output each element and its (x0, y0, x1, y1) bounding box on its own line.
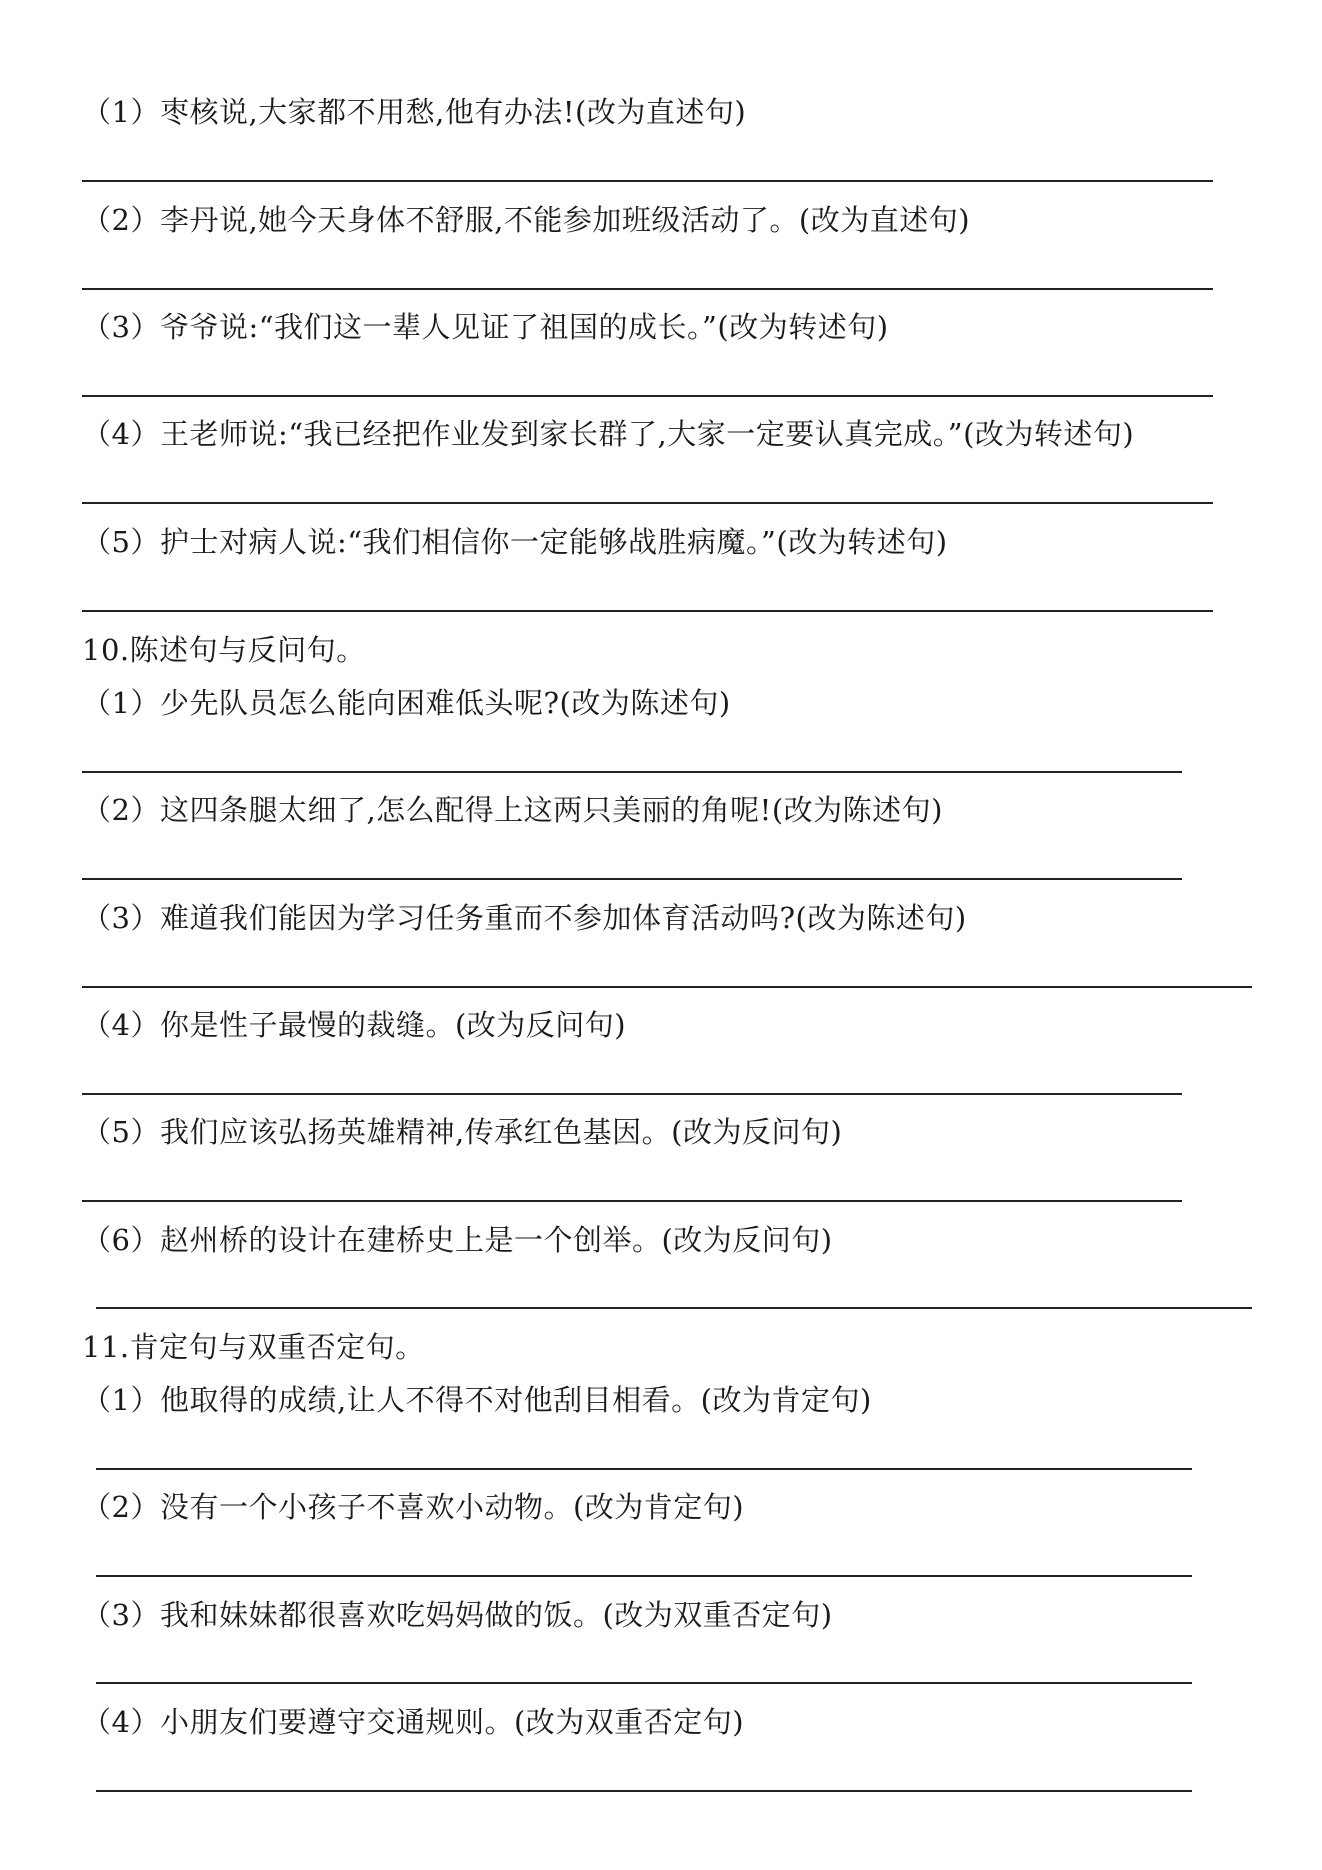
item-text: 我们应该弘扬英雄精神,传承红色基因。(改为反问句) (159, 1115, 843, 1149)
section-heading: 10.陈述句与反问句。 (82, 633, 366, 667)
item-number: （2） (82, 1490, 160, 1524)
exercise-item (82, 1112, 842, 1152)
item-text: 你是性子最慢的裁缝。(改为反问句) (159, 1008, 627, 1042)
answer-line[interactable] (82, 1200, 1182, 1202)
item-text: 王老师说:“我已经把作业发到家长群了,大家一定要认真完成。”(改为转述句) (159, 417, 1135, 451)
exercise-item (82, 1487, 744, 1527)
exercise-item (82, 790, 943, 830)
item-number: （5） (82, 1115, 160, 1149)
exercise-item (82, 898, 967, 938)
answer-line[interactable] (96, 1682, 1192, 1684)
exercise-item (82, 1595, 833, 1635)
item-number: （2） (82, 793, 160, 827)
answer-line[interactable] (96, 1790, 1192, 1792)
section-heading: 11.肯定句与双重否定句。 (82, 1330, 425, 1364)
item-number: （5） (82, 525, 160, 559)
answer-line[interactable] (82, 610, 1213, 612)
answer-line[interactable] (82, 180, 1213, 182)
item-text: 爷爷说:“我们这一辈人见证了祖国的成长。”(改为转述句) (159, 310, 889, 344)
exercise-item (82, 307, 889, 347)
answer-line[interactable] (82, 986, 1252, 988)
item-number: （2） (82, 203, 160, 237)
item-text: 护士对病人说:“我们相信你一定能够战胜病魔。”(改为转述句) (159, 525, 948, 559)
answer-line[interactable] (82, 502, 1213, 504)
item-text: 少先队员怎么能向困难低头呢?(改为陈述句) (159, 686, 731, 720)
item-text: 他取得的成绩,让人不得不对他刮目相看。(改为肯定句) (159, 1383, 872, 1417)
item-number: （6） (82, 1223, 160, 1257)
exercise-item (82, 1220, 833, 1260)
exercise-item (82, 92, 746, 132)
exercise-item (82, 522, 948, 562)
answer-line[interactable] (96, 1575, 1192, 1577)
item-text: 没有一个小孩子不喜欢小动物。(改为肯定句) (159, 1490, 745, 1524)
answer-line[interactable] (82, 1093, 1182, 1095)
item-text: 这四条腿太细了,怎么配得上这两只美丽的角呢!(改为陈述句) (159, 793, 943, 827)
item-number: （3） (82, 310, 160, 344)
item-text: 难道我们能因为学习任务重而不参加体育活动吗?(改为陈述句) (159, 901, 967, 935)
item-number: （3） (82, 901, 160, 935)
exercise-item (82, 683, 731, 723)
answer-line[interactable] (82, 878, 1182, 880)
answer-line[interactable] (82, 395, 1213, 397)
item-text: 小朋友们要遵守交通规则。(改为双重否定句) (159, 1705, 745, 1739)
item-number: （4） (82, 417, 160, 451)
item-number: （1） (82, 95, 160, 129)
item-number: （4） (82, 1008, 160, 1042)
exercise-item (82, 414, 1134, 454)
answer-line[interactable] (96, 1468, 1192, 1470)
item-number: （1） (82, 1383, 160, 1417)
item-text: 李丹说,她今天身体不舒服,不能参加班级活动了。(改为直述句) (159, 203, 971, 237)
item-number: （1） (82, 686, 160, 720)
answer-line[interactable] (82, 771, 1182, 773)
item-number: （3） (82, 1598, 160, 1632)
item-number: （4） (82, 1705, 160, 1739)
item-text: 赵州桥的设计在建桥史上是一个创举。(改为反问句) (159, 1223, 833, 1257)
answer-line[interactable] (82, 288, 1213, 290)
exercise-item (82, 200, 970, 240)
item-text: 枣核说,大家都不用愁,他有办法!(改为直述句) (159, 95, 747, 129)
answer-line[interactable] (96, 1307, 1252, 1309)
exercise-item (82, 1005, 626, 1045)
exercise-item (82, 1380, 872, 1420)
item-text: 我和妹妹都很喜欢吃妈妈做的饭。(改为双重否定句) (159, 1598, 833, 1632)
exercise-item (82, 1702, 744, 1742)
